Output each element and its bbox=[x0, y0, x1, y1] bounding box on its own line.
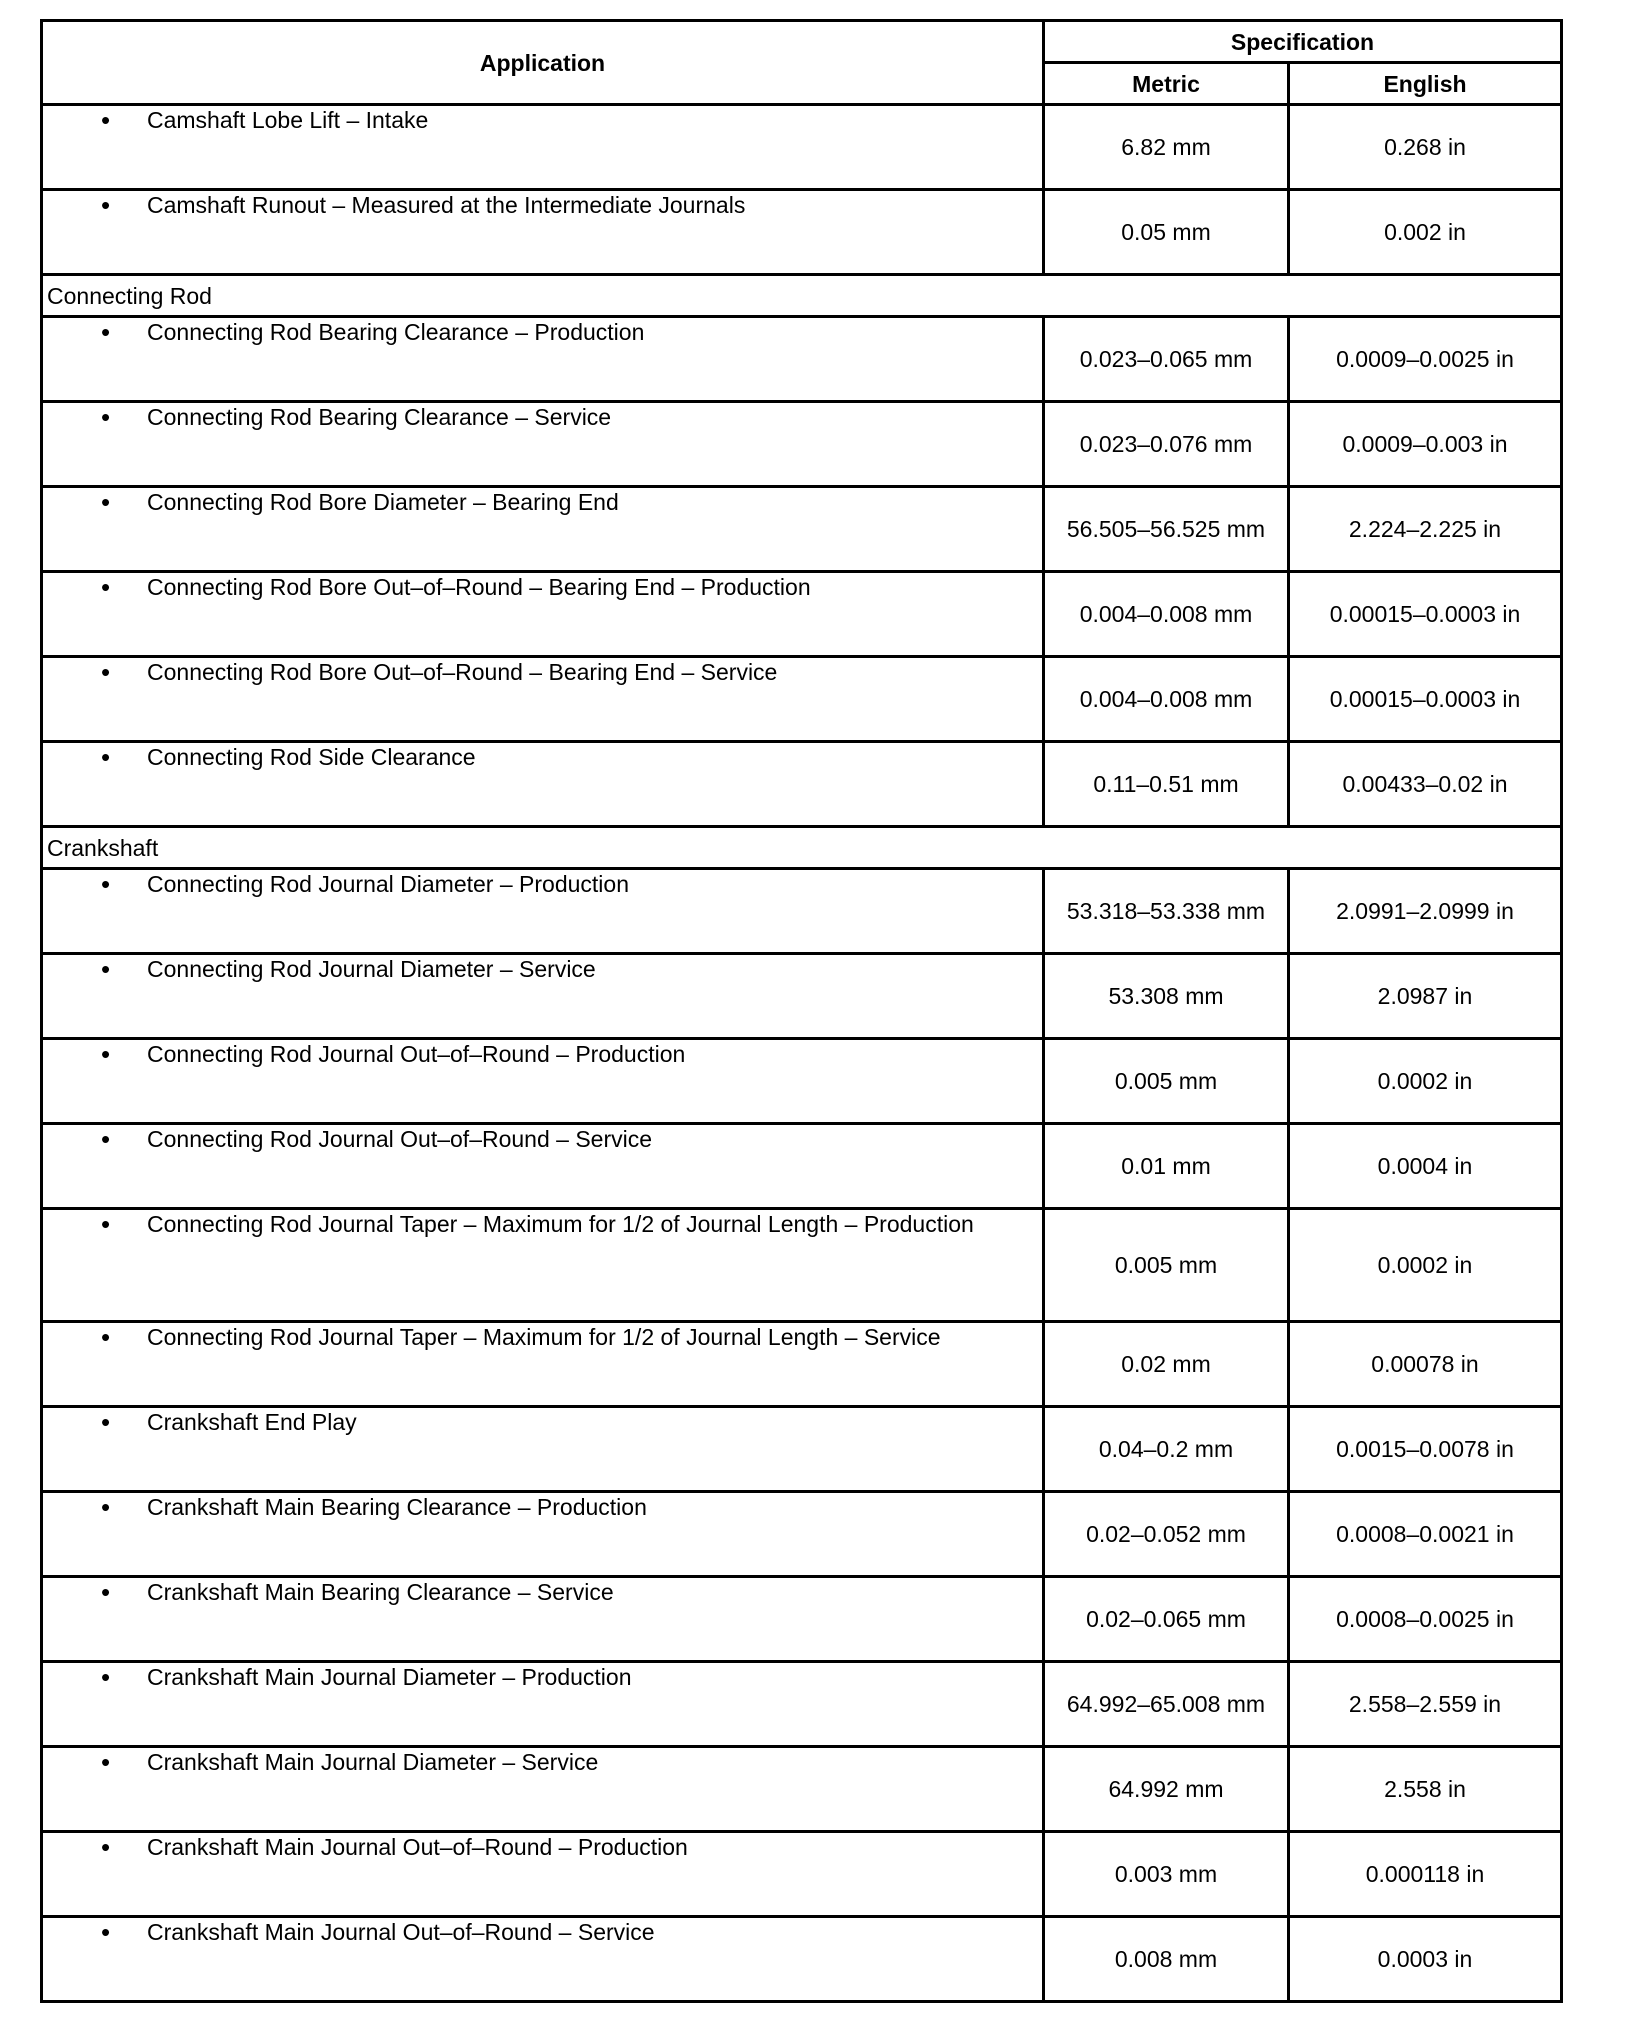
application-cell bbox=[42, 105, 1044, 190]
table-row bbox=[42, 1917, 1562, 2002]
application-cell bbox=[42, 657, 1044, 742]
application-text: Crankshaft Main Journal Diameter – Service bbox=[147, 1749, 599, 1775]
application-text: Crankshaft Main Journal Out–of–Round – Production bbox=[147, 1834, 688, 1860]
application-text: Connecting Rod Bore Out–of–Round – Bearing End – Service bbox=[147, 659, 778, 685]
bullet-icon: • bbox=[101, 1124, 111, 1154]
application-cell bbox=[42, 1832, 1044, 1917]
bullet-icon: • bbox=[101, 742, 111, 772]
metric-value: 0.04–0.2 mm bbox=[1044, 1407, 1289, 1492]
english-value: 0.00078 in bbox=[1289, 1322, 1562, 1407]
table-row bbox=[42, 1124, 1562, 1209]
metric-value: 53.308 mm bbox=[1044, 954, 1289, 1039]
table-row bbox=[42, 190, 1562, 275]
table-row bbox=[42, 317, 1562, 402]
bullet-icon: • bbox=[101, 1662, 111, 1692]
application-text: Connecting Rod Journal Taper – Maximum for 1/2 of Journal Length – Production bbox=[147, 1211, 974, 1237]
application-text: Crankshaft Main Journal Out–of–Round – Service bbox=[147, 1919, 655, 1945]
application-cell bbox=[42, 1492, 1044, 1577]
application-cell bbox=[42, 869, 1044, 954]
english-value: 0.0008–0.0021 in bbox=[1289, 1492, 1562, 1577]
bullet-icon: • bbox=[101, 1577, 111, 1607]
table-row bbox=[42, 869, 1562, 954]
application-cell bbox=[42, 487, 1044, 572]
english-value: 0.0004 in bbox=[1289, 1124, 1562, 1209]
bullet-icon: • bbox=[101, 317, 111, 347]
english-value: 2.558–2.559 in bbox=[1289, 1662, 1562, 1747]
application-cell bbox=[42, 1917, 1044, 2002]
table-row bbox=[42, 1039, 1562, 1124]
section-title: Crankshaft bbox=[42, 827, 1562, 869]
application-cell bbox=[42, 317, 1044, 402]
application-text: Crankshaft End Play bbox=[147, 1409, 357, 1435]
table-row bbox=[42, 1407, 1562, 1492]
bullet-icon: • bbox=[101, 1492, 111, 1522]
application-cell bbox=[42, 742, 1044, 827]
application-cell bbox=[42, 1747, 1044, 1832]
metric-value: 0.05 mm bbox=[1044, 190, 1289, 275]
table-row bbox=[42, 1322, 1562, 1407]
metric-value: 6.82 mm bbox=[1044, 105, 1289, 190]
metric-value: 0.01 mm bbox=[1044, 1124, 1289, 1209]
metric-value: 0.005 mm bbox=[1044, 1039, 1289, 1124]
english-value: 0.0002 in bbox=[1289, 1039, 1562, 1124]
english-value: 2.0991–2.0999 in bbox=[1289, 869, 1562, 954]
bullet-icon: • bbox=[101, 1407, 111, 1437]
application-text: Connecting Rod Journal Out–of–Round – Production bbox=[147, 1041, 686, 1067]
bullet-icon: • bbox=[101, 954, 111, 984]
table-row bbox=[42, 487, 1562, 572]
english-column-header: English bbox=[1289, 63, 1562, 105]
table-row bbox=[42, 572, 1562, 657]
application-cell bbox=[42, 1209, 1044, 1322]
table-row bbox=[42, 1209, 1562, 1322]
application-cell bbox=[42, 572, 1044, 657]
table-row bbox=[42, 1747, 1562, 1832]
application-text: Connecting Rod Journal Taper – Maximum for 1/2 of Journal Length – Service bbox=[147, 1324, 941, 1350]
application-cell bbox=[42, 402, 1044, 487]
application-cell bbox=[42, 1039, 1044, 1124]
table-row bbox=[42, 1492, 1562, 1577]
english-value: 0.0009–0.0025 in bbox=[1289, 317, 1562, 402]
english-value: 2.224–2.225 in bbox=[1289, 487, 1562, 572]
bullet-icon: • bbox=[101, 657, 111, 687]
metric-value: 64.992–65.008 mm bbox=[1044, 1662, 1289, 1747]
bullet-icon: • bbox=[101, 1832, 111, 1862]
header-row-top bbox=[42, 21, 1562, 63]
bullet-icon: • bbox=[101, 487, 111, 517]
metric-value: 0.023–0.076 mm bbox=[1044, 402, 1289, 487]
section-title: Connecting Rod bbox=[42, 275, 1562, 317]
table-row bbox=[42, 1577, 1562, 1662]
bullet-icon: • bbox=[101, 1917, 111, 1947]
table-row bbox=[42, 105, 1562, 190]
table-row bbox=[42, 954, 1562, 1039]
application-text: Connecting Rod Bore Diameter – Bearing End bbox=[147, 489, 619, 515]
application-column-header: Application bbox=[42, 21, 1044, 105]
application-cell bbox=[42, 954, 1044, 1039]
metric-value: 0.02–0.052 mm bbox=[1044, 1492, 1289, 1577]
table-body bbox=[42, 105, 1562, 2002]
english-value: 0.0003 in bbox=[1289, 1917, 1562, 2002]
english-value: 0.002 in bbox=[1289, 190, 1562, 275]
bullet-icon: • bbox=[101, 1039, 111, 1069]
table-row bbox=[42, 1832, 1562, 1917]
bullet-icon: • bbox=[101, 1747, 111, 1777]
bullet-icon: • bbox=[101, 105, 111, 135]
bullet-icon: • bbox=[101, 1209, 111, 1239]
english-value: 0.00015–0.0003 in bbox=[1289, 572, 1562, 657]
application-text: Camshaft Lobe Lift – Intake bbox=[147, 107, 429, 133]
metric-value: 0.008 mm bbox=[1044, 1917, 1289, 2002]
application-text: Connecting Rod Side Clearance bbox=[147, 744, 476, 770]
metric-column-header: Metric bbox=[1044, 63, 1289, 105]
bullet-icon: • bbox=[101, 402, 111, 432]
metric-value: 0.02 mm bbox=[1044, 1322, 1289, 1407]
metric-value: 0.11–0.51 mm bbox=[1044, 742, 1289, 827]
metric-value: 0.004–0.008 mm bbox=[1044, 657, 1289, 742]
application-cell bbox=[42, 1124, 1044, 1209]
specification-table bbox=[40, 19, 1563, 2003]
metric-value: 56.505–56.525 mm bbox=[1044, 487, 1289, 572]
english-value: 0.0015–0.0078 in bbox=[1289, 1407, 1562, 1492]
application-text: Connecting Rod Bearing Clearance – Service bbox=[147, 404, 612, 430]
application-cell bbox=[42, 190, 1044, 275]
english-value: 0.000118 in bbox=[1289, 1832, 1562, 1917]
english-value: 0.0009–0.003 in bbox=[1289, 402, 1562, 487]
english-value: 0.0008–0.0025 in bbox=[1289, 1577, 1562, 1662]
english-value: 2.558 in bbox=[1289, 1747, 1562, 1832]
application-cell bbox=[42, 1577, 1044, 1662]
metric-value: 0.023–0.065 mm bbox=[1044, 317, 1289, 402]
application-cell bbox=[42, 1322, 1044, 1407]
application-text: Camshaft Runout – Measured at the Intermediate Journals bbox=[147, 192, 746, 218]
bullet-icon: • bbox=[101, 869, 111, 899]
specification-column-header: Specification bbox=[1044, 21, 1562, 63]
metric-value: 53.318–53.338 mm bbox=[1044, 869, 1289, 954]
table-row bbox=[42, 742, 1562, 827]
application-cell bbox=[42, 1407, 1044, 1492]
application-text: Connecting Rod Bearing Clearance – Production bbox=[147, 319, 645, 345]
english-value: 0.00433–0.02 in bbox=[1289, 742, 1562, 827]
application-text: Connecting Rod Bore Out–of–Round – Bearing End – Production bbox=[147, 574, 811, 600]
table-row bbox=[42, 402, 1562, 487]
bullet-icon: • bbox=[101, 190, 111, 220]
table-row bbox=[42, 1662, 1562, 1747]
application-text: Crankshaft Main Bearing Clearance – Service bbox=[147, 1579, 614, 1605]
application-text: Crankshaft Main Bearing Clearance – Production bbox=[147, 1494, 647, 1520]
section-row bbox=[42, 827, 1562, 869]
english-value: 0.00015–0.0003 in bbox=[1289, 657, 1562, 742]
application-text: Connecting Rod Journal Out–of–Round – Service bbox=[147, 1126, 653, 1152]
table-header bbox=[42, 21, 1562, 105]
metric-value: 0.02–0.065 mm bbox=[1044, 1577, 1289, 1662]
application-cell bbox=[42, 1662, 1044, 1747]
section-row bbox=[42, 275, 1562, 317]
metric-value: 0.005 mm bbox=[1044, 1209, 1289, 1322]
english-value: 2.0987 in bbox=[1289, 954, 1562, 1039]
english-value: 0.0002 in bbox=[1289, 1209, 1562, 1322]
application-text: Connecting Rod Journal Diameter – Production bbox=[147, 871, 629, 897]
english-value: 0.268 in bbox=[1289, 105, 1562, 190]
metric-value: 0.004–0.008 mm bbox=[1044, 572, 1289, 657]
bullet-icon: • bbox=[101, 1322, 111, 1352]
bullet-icon: • bbox=[101, 572, 111, 602]
table-row bbox=[42, 657, 1562, 742]
application-text: Connecting Rod Journal Diameter – Service bbox=[147, 956, 596, 982]
application-text: Crankshaft Main Journal Diameter – Production bbox=[147, 1664, 632, 1690]
metric-value: 0.003 mm bbox=[1044, 1832, 1289, 1917]
metric-value: 64.992 mm bbox=[1044, 1747, 1289, 1832]
